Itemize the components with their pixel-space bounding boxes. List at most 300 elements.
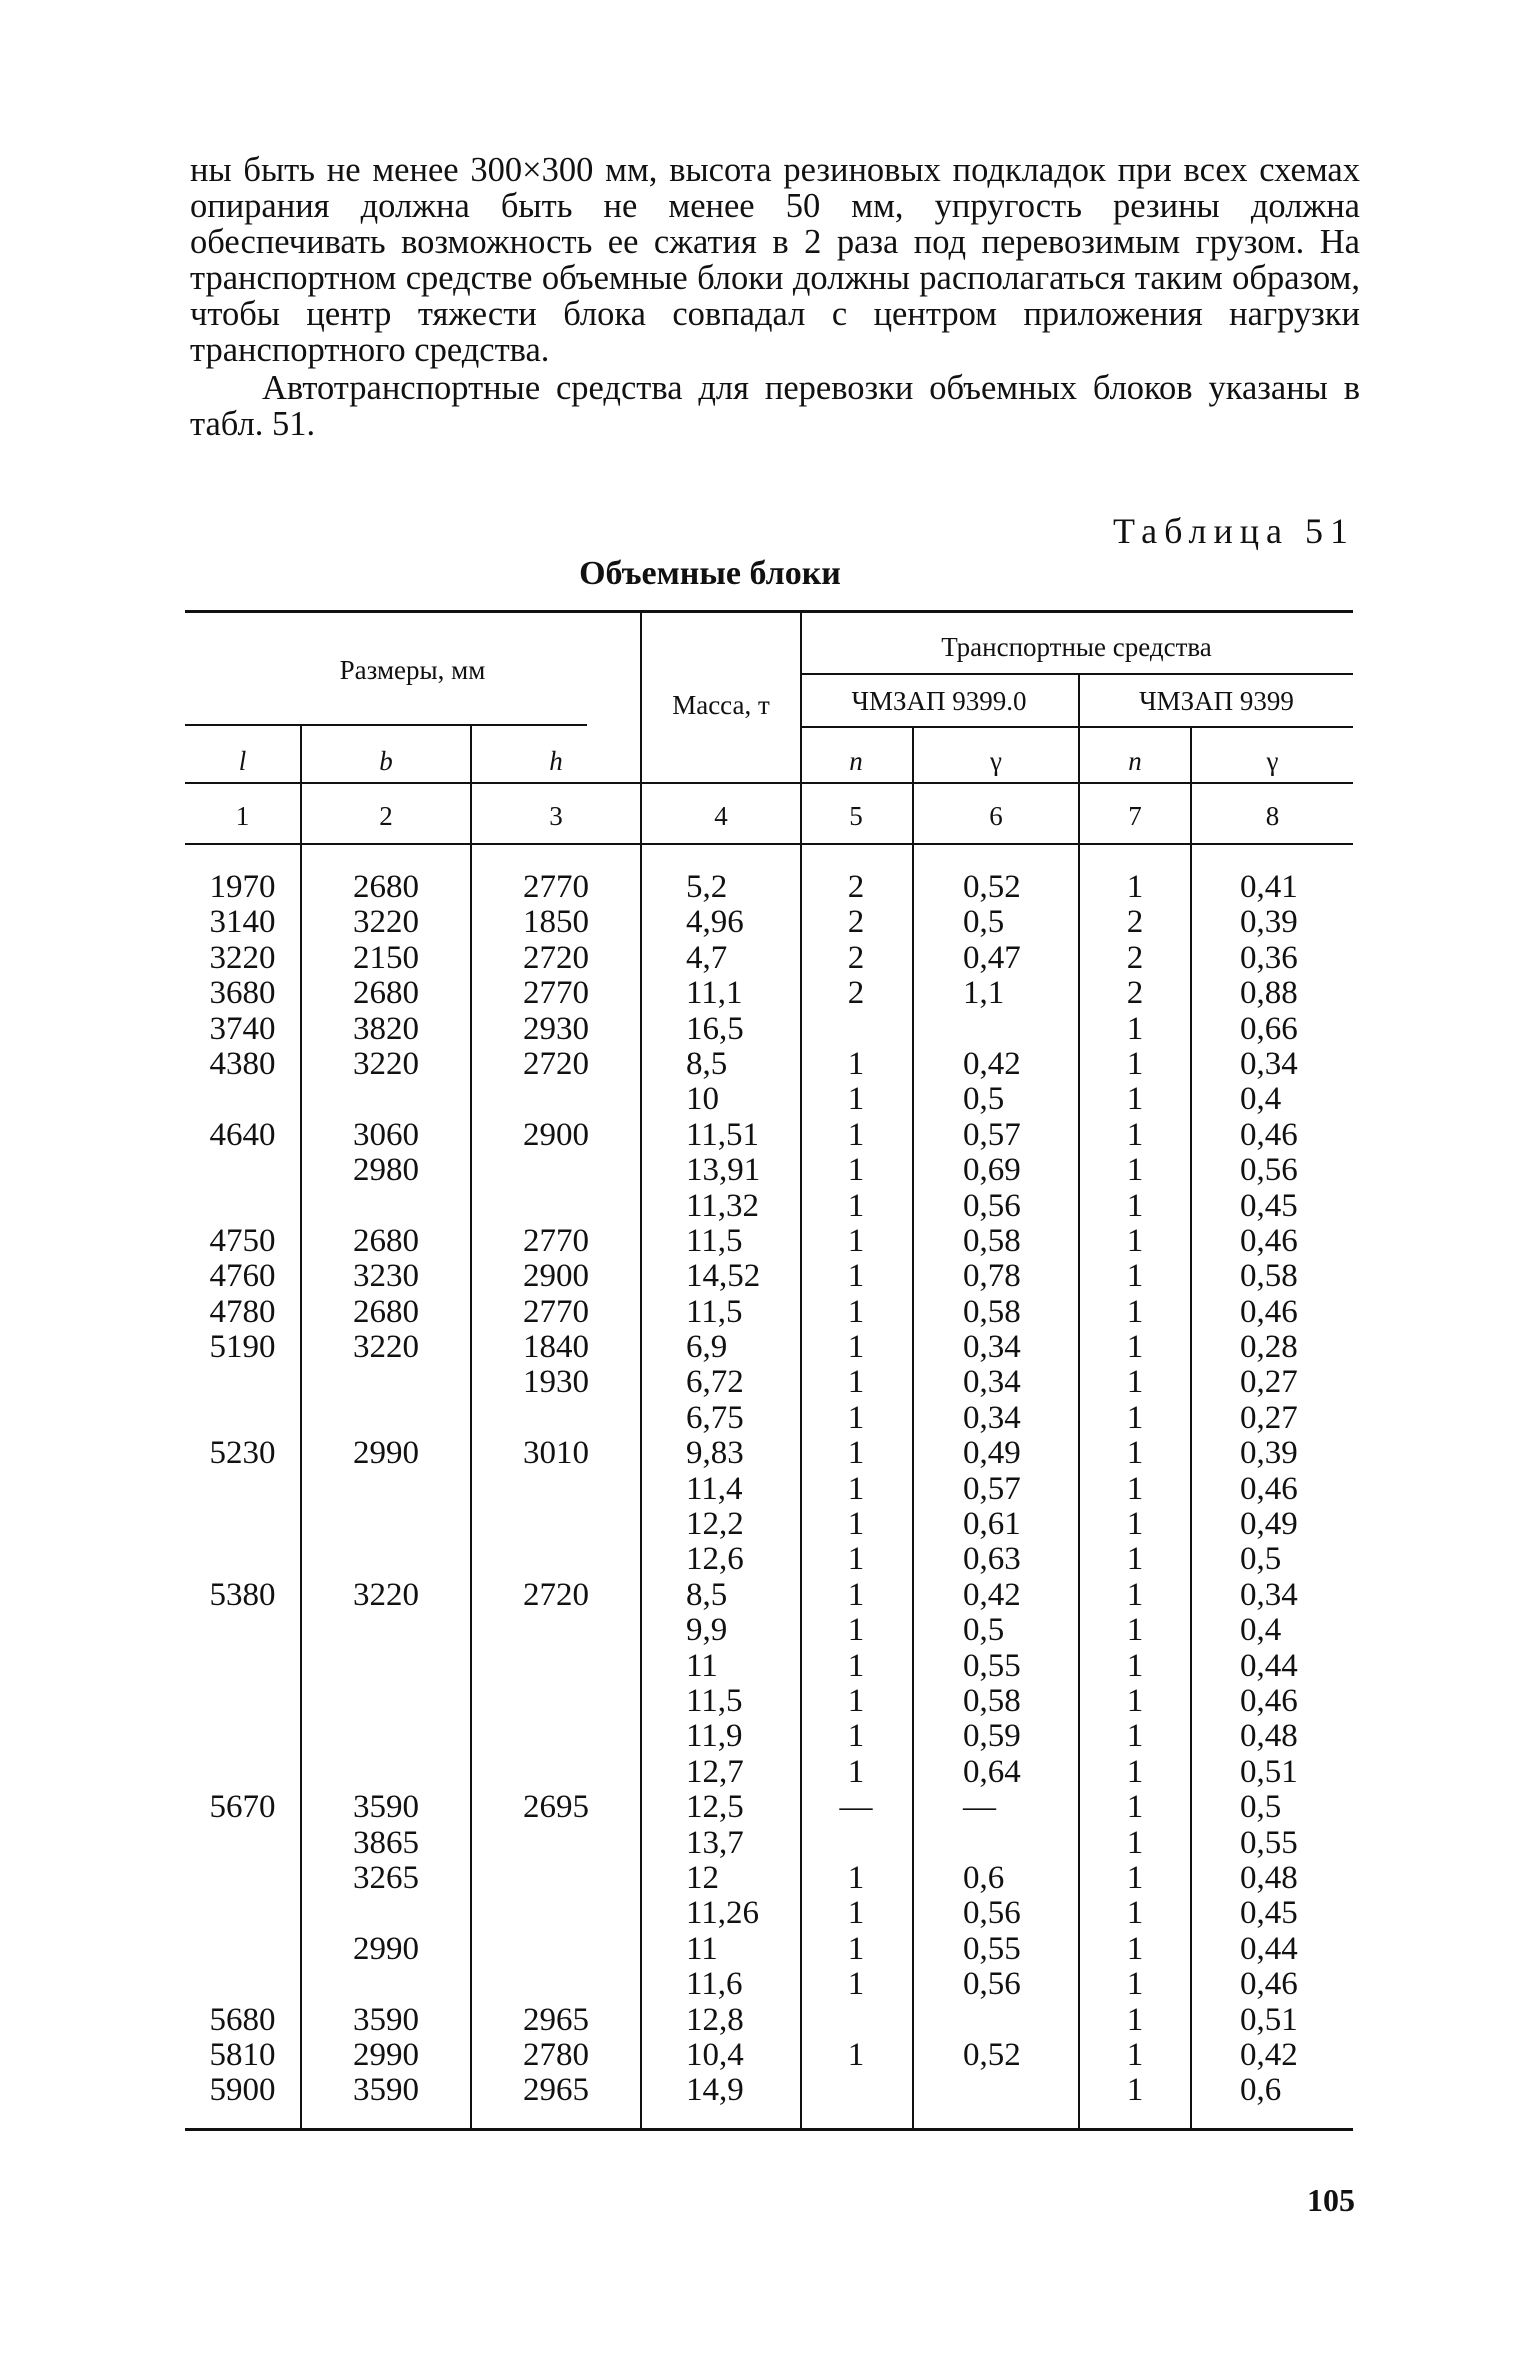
table-cell-b: 3220 xyxy=(353,1045,419,1082)
header-n-2: n xyxy=(1128,746,1142,776)
table-cell-g1: 0,63 xyxy=(963,1541,1021,1578)
header-n-1: n xyxy=(849,746,863,776)
table-cell-n2: 1 xyxy=(1126,1293,1144,1330)
table-cell-n1: 2 xyxy=(847,869,865,905)
table-cell-l: 5670 xyxy=(209,1789,276,1826)
table-cell-l xyxy=(185,1153,300,1188)
table-cell-g1: 0,42 xyxy=(963,1045,1021,1082)
table-cell-n1: 1 xyxy=(847,1576,865,1613)
table-cell-g2: 0,49 xyxy=(1240,1506,1298,1543)
table-cell-g1: 0,58 xyxy=(963,1293,1021,1330)
table-cell-h: 2770 xyxy=(523,1293,589,1330)
table-cell-n1: 1 xyxy=(847,1859,865,1896)
table-cell-n2: 1 xyxy=(1126,869,1144,905)
table-cell-n2: 1 xyxy=(1126,1045,1144,1082)
table-cell-mass: 14,52 xyxy=(686,1258,761,1295)
table-cell-l xyxy=(185,1189,300,1224)
table-cell-h xyxy=(472,1082,640,1117)
column-number-7: 7 xyxy=(1128,801,1142,831)
table-cell-n1: 1 xyxy=(847,1187,865,1224)
table-cell-b: 3820 xyxy=(353,1010,419,1047)
table-cell-mass: 12,5 xyxy=(686,1789,744,1826)
table-cell-h xyxy=(472,1932,640,1967)
table-cell-g1: 0,64 xyxy=(963,1753,1021,1790)
table-cell-b: 3265 xyxy=(353,1859,419,1896)
vline-n1-g1 xyxy=(912,728,914,2128)
table-cell-l: 5380 xyxy=(209,1576,276,1613)
table-cell-b: 3230 xyxy=(353,1258,419,1295)
table-cell-l xyxy=(185,1649,300,1684)
table-cell-n2: 2 xyxy=(1126,904,1144,941)
paragraph-continuation: ны быть не менее 300×300 мм, высота резиновых подкладок при всех схемах опирания должна быть не менее 50 мм, упругость резины должна обеспечивать возможность ее сжатия в 2 раза под перевозимым грузом. На транспортном средстве объемные блоки должны располагаться таким образом, чтобы центр тяжести блока совпадал с центром приложения нагрузки транспортного средства. xyxy=(190,151,1360,369)
table-cell-mass: 13,91 xyxy=(686,1152,761,1189)
table-cell-g2: 0,5 xyxy=(1240,1789,1282,1826)
table-cell-n2: 1 xyxy=(1126,1116,1144,1153)
table-cell-l: 4780 xyxy=(209,1293,276,1330)
table-cell-g2: 0,42 xyxy=(1240,2036,1298,2073)
table-cell-n2: 1 xyxy=(1126,1612,1144,1649)
header-gamma-1: γ xyxy=(990,746,1002,776)
table-cell-l xyxy=(185,1755,300,1790)
table-cell-n1: 1 xyxy=(847,1399,865,1436)
table-cell-n2: 1 xyxy=(1126,1789,1144,1826)
table-cell-l xyxy=(185,1472,300,1507)
table-cell-l xyxy=(185,1967,300,2002)
column-number-6: 6 xyxy=(989,801,1003,831)
table-cell-n1: 1 xyxy=(847,1222,865,1259)
table-cell-g1: 0,61 xyxy=(963,1506,1021,1543)
table-cell-mass: 10 xyxy=(686,1081,719,1118)
table-cell-n1: 2 xyxy=(847,939,865,976)
table-cell-n2: 1 xyxy=(1126,1682,1144,1719)
table-cell-mass: 11,5 xyxy=(686,1222,743,1259)
table-cell-b: 3220 xyxy=(353,1329,419,1366)
table-cell-h: 1840 xyxy=(523,1329,589,1366)
table-cell-g1: 0,57 xyxy=(963,1470,1021,1507)
table-cell-g2: 0,51 xyxy=(1240,2001,1298,2038)
table-cell-n1: 1 xyxy=(847,1152,865,1189)
table-cell-g1: 0,49 xyxy=(963,1435,1021,1472)
table-top-rule xyxy=(185,610,1353,613)
table-cell-mass: 11,26 xyxy=(686,1895,760,1932)
table-cell-g2: 0,39 xyxy=(1240,1435,1298,1472)
table-bottom-rule xyxy=(185,2128,1353,2131)
table-cell-b xyxy=(302,1896,470,1931)
table-cell-mass: 11,9 xyxy=(686,1718,743,1755)
table-cell-b xyxy=(302,1542,470,1577)
table-cell-g2: 0,46 xyxy=(1240,1116,1298,1153)
table-cell-b: 2150 xyxy=(353,939,419,976)
table-cell-g1 xyxy=(963,1826,1075,1861)
column-b-values xyxy=(302,870,470,2109)
table-cell-mass: 9,9 xyxy=(686,1612,728,1649)
table-cell-g2: 0,55 xyxy=(1240,1824,1298,1861)
table-cell-b xyxy=(302,1189,470,1224)
table-cell-n2: 1 xyxy=(1126,1435,1144,1472)
table-cell-mass: 8,5 xyxy=(686,1045,728,1082)
table-cell-g1 xyxy=(963,2003,1075,2038)
table-cell-n2: 1 xyxy=(1126,1506,1144,1543)
table-cell-n1: 1 xyxy=(847,1966,865,2003)
column-n1-values xyxy=(800,870,912,2109)
table-cell-n2: 1 xyxy=(1126,1859,1144,1896)
table-cell-l: 4750 xyxy=(209,1222,276,1259)
table-cell-mass: 12,2 xyxy=(686,1506,744,1543)
table-cell-l xyxy=(185,1365,300,1400)
table-cell-h xyxy=(472,1896,640,1931)
table-cell-mass: 5,2 xyxy=(686,869,728,905)
table-cell-g2: 0,28 xyxy=(1240,1329,1298,1366)
table-cell-mass: 11,6 xyxy=(686,1966,743,2003)
table-cell-g1: 0,78 xyxy=(963,1258,1021,1295)
table-cell-l xyxy=(185,1684,300,1719)
table-cell-g2: 0,48 xyxy=(1240,1718,1298,1755)
table-cell-h: 2900 xyxy=(523,1258,589,1295)
table-cell-l: 5810 xyxy=(209,2036,276,2073)
table-cell-n2: 1 xyxy=(1126,1470,1144,1507)
table-cell-h xyxy=(472,1826,640,1861)
table-cell-h: 2965 xyxy=(523,2072,589,2109)
table-cell-b xyxy=(302,1472,470,1507)
table-cell-l: 3220 xyxy=(209,939,276,976)
table-cell-mass: 4,7 xyxy=(686,939,728,976)
table-cell-n2: 1 xyxy=(1126,1010,1144,1047)
table-cell-g2: 0,27 xyxy=(1240,1364,1298,1401)
table-cell-n1: 1 xyxy=(847,1930,865,1967)
vline-n2-g2 xyxy=(1190,728,1192,2128)
table-cell-b: 2990 xyxy=(353,1930,419,1967)
table-cell-b xyxy=(302,1719,470,1754)
table-cell-b xyxy=(302,1613,470,1648)
table-cell-n1 xyxy=(800,1826,912,1861)
table-cell-n2: 1 xyxy=(1126,2072,1144,2109)
column-number-5: 5 xyxy=(849,801,863,831)
table-cell-b xyxy=(302,1401,470,1436)
table-cell-g2: 0,46 xyxy=(1240,1966,1298,2003)
table-cell-g1: 0,56 xyxy=(963,1895,1021,1932)
table-cell-g2: 0,45 xyxy=(1240,1187,1298,1224)
table-cell-b: 3220 xyxy=(353,904,419,941)
table-cell-l xyxy=(185,1507,300,1542)
table-cell-n2: 2 xyxy=(1126,939,1144,976)
table-cell-l xyxy=(185,1082,300,1117)
table-title: Объемные блоки xyxy=(579,555,841,592)
header-dimensions: Размеры, мм xyxy=(339,655,486,685)
table-cell-n1: 1 xyxy=(847,2036,865,2073)
rule-under-vehicles xyxy=(800,726,1353,728)
table-cell-mass: 8,5 xyxy=(686,1576,728,1613)
table-cell-g2: 0,46 xyxy=(1240,1470,1298,1507)
table-cell-n2: 1 xyxy=(1126,1187,1144,1224)
table-cell-g1: 0,57 xyxy=(963,1116,1021,1153)
table-cell-mass: 12,6 xyxy=(686,1541,744,1578)
column-mass-values xyxy=(686,870,798,2109)
table-cell-h xyxy=(472,1649,640,1684)
header-vehicle-2: ЧМЗАП 9399 xyxy=(1139,686,1294,716)
table-cell-n1: 1 xyxy=(847,1116,865,1153)
table-cell-n1: 1 xyxy=(847,1718,865,1755)
table-cell-l xyxy=(185,1613,300,1648)
column-number-3: 3 xyxy=(549,801,563,831)
table-cell-n1: 1 xyxy=(847,1506,865,1543)
table-cell-l: 4640 xyxy=(209,1116,276,1153)
table-cell-n1: 1 xyxy=(847,1541,865,1578)
header-h: h xyxy=(549,746,563,776)
table-cell-mass: 11,1 xyxy=(686,975,743,1012)
table-cell-mass: 11,4 xyxy=(686,1470,743,1507)
header-mass: Масса, т xyxy=(672,690,770,720)
table-cell-b xyxy=(302,1365,470,1400)
table-cell-n2: 1 xyxy=(1126,1895,1144,1932)
table-cell-b: 2680 xyxy=(353,1293,419,1330)
table-cell-mass: 11 xyxy=(686,1930,718,1967)
table-cell-g2: 0,34 xyxy=(1240,1045,1298,1082)
table-cell-b: 2680 xyxy=(353,975,419,1012)
table-cell-b: 3590 xyxy=(353,2001,419,2038)
table-cell-n2: 2 xyxy=(1126,975,1144,1012)
column-gamma1-values xyxy=(963,870,1075,2109)
table-cell-l xyxy=(185,1542,300,1577)
table-cell-h: 2770 xyxy=(523,975,589,1012)
table-cell-n1: 1 xyxy=(847,1081,865,1118)
table-cell-g1 xyxy=(963,2073,1075,2108)
table-cell-n1 xyxy=(800,1012,912,1047)
table-cell-g1: 0,34 xyxy=(963,1364,1021,1401)
table-cell-h: 2770 xyxy=(523,1222,589,1259)
table-cell-l: 5230 xyxy=(209,1435,276,1472)
rule-under-dimensions xyxy=(185,724,587,726)
column-n2-values xyxy=(1080,870,1190,2109)
table-cell-n2: 1 xyxy=(1126,1966,1144,2003)
table-cell-mass: 11,5 xyxy=(686,1682,743,1719)
header-gamma-2: γ xyxy=(1266,746,1279,776)
table-cell-g2: 0,44 xyxy=(1240,1647,1298,1684)
column-number-8: 8 xyxy=(1265,801,1280,831)
table-cell-g2: 0,41 xyxy=(1240,869,1298,905)
table-cell-g1: 0,69 xyxy=(963,1152,1021,1189)
table-cell-g2: 0,39 xyxy=(1240,904,1298,941)
table-cell-g2: 0,46 xyxy=(1240,1222,1298,1259)
table-cell-g1: 0,55 xyxy=(963,1930,1021,1967)
table-cell-g1: 0,47 xyxy=(963,939,1021,976)
table-cell-b: 3865 xyxy=(353,1824,419,1861)
rule-under-transport xyxy=(800,673,1353,675)
table-cell-h: 2930 xyxy=(523,1010,589,1047)
table-cell-h xyxy=(472,1861,640,1896)
table-cell-g2: 0,45 xyxy=(1240,1895,1298,1932)
table-cell-l: 5190 xyxy=(209,1329,276,1366)
table-cell-mass: 9,83 xyxy=(686,1435,744,1472)
table-cell-g1: 0,52 xyxy=(963,2036,1021,2073)
table-cell-mass: 11 xyxy=(686,1647,718,1684)
table-cell-n1: 1 xyxy=(847,1753,865,1790)
table-cell-g1: 0,52 xyxy=(963,869,1021,905)
table-cell-n2: 1 xyxy=(1126,1930,1144,1967)
table-cell-g2: 0,58 xyxy=(1240,1258,1298,1295)
table-cell-b: 2680 xyxy=(353,869,419,905)
column-number-2: 2 xyxy=(379,801,393,831)
table-cell-l: 4760 xyxy=(209,1258,276,1295)
table-cell-g1: 0,56 xyxy=(963,1187,1021,1224)
table-cell-h: 2770 xyxy=(523,869,589,905)
table-cell-n2: 1 xyxy=(1126,1753,1144,1790)
table-cell-n1: 1 xyxy=(847,1682,865,1719)
table-cell-n1: 1 xyxy=(847,1435,865,1472)
table-cell-n1: 1 xyxy=(847,1895,865,1932)
table-cell-g2: 0,36 xyxy=(1240,939,1298,976)
table-cell-n2: 1 xyxy=(1126,1647,1144,1684)
table-cell-n2: 1 xyxy=(1126,1541,1144,1578)
table-cell-h xyxy=(472,1719,640,1754)
table-cell-g2: 0,46 xyxy=(1240,1293,1298,1330)
table-cell-h xyxy=(472,1967,640,2002)
table-cell-mass: 14,9 xyxy=(686,2072,744,2109)
table-cell-b: 3060 xyxy=(353,1116,419,1153)
table-cell-h xyxy=(472,1153,640,1188)
table-number: Таблица 51 xyxy=(1113,511,1355,551)
table-cell-n2: 1 xyxy=(1126,1222,1144,1259)
table-cell-n1: 1 xyxy=(847,1647,865,1684)
table-cell-n1 xyxy=(800,2003,912,2038)
table-cell-b xyxy=(302,1649,470,1684)
table-cell-g1: — xyxy=(963,1789,996,1826)
table-cell-l: 3140 xyxy=(209,904,276,941)
table-cell-n1: 1 xyxy=(847,1329,865,1366)
column-l-values xyxy=(185,870,300,2109)
table-cell-n2: 1 xyxy=(1126,1081,1144,1118)
table-cell-l xyxy=(185,1401,300,1436)
table-cell-n1: 1 xyxy=(847,1364,865,1401)
rule-under-symbols xyxy=(185,782,1353,784)
table-cell-mass: 11,51 xyxy=(686,1116,760,1153)
table-cell-h xyxy=(472,1189,640,1224)
paragraph-reference: Автотранспортные средства для перевозки объемных блоков указаны в табл. 51. xyxy=(190,369,1360,443)
table-cell-g2: 0,48 xyxy=(1240,1859,1298,1896)
table-cell-h: 1850 xyxy=(523,904,589,941)
table-cell-g2: 0,5 xyxy=(1240,1541,1282,1578)
table-cell-mass: 13,7 xyxy=(686,1824,744,1861)
table-cell-b xyxy=(302,1507,470,1542)
table-cell-l: 1970 xyxy=(209,869,276,905)
table-cell-g1: 0,5 xyxy=(963,1612,1005,1649)
table-cell-g1: 0,5 xyxy=(963,1081,1005,1118)
table-cell-n1: — xyxy=(839,1789,873,1826)
table-cell-mass: 10,4 xyxy=(686,2036,744,2073)
table-cell-n2: 1 xyxy=(1126,1152,1144,1189)
table-cell-n2: 1 xyxy=(1126,1718,1144,1755)
table-cell-b: 2990 xyxy=(353,1435,419,1472)
table-cell-n2: 1 xyxy=(1126,1399,1144,1436)
table-cell-g2: 0,51 xyxy=(1240,1753,1298,1790)
column-gamma2-values xyxy=(1240,870,1350,2109)
table-cell-g1: 0,55 xyxy=(963,1647,1021,1684)
table-cell-n2: 1 xyxy=(1126,1364,1144,1401)
table-cell-h: 1930 xyxy=(523,1364,589,1401)
table-cell-h: 2695 xyxy=(523,1789,589,1826)
table-cell-mass: 4,96 xyxy=(686,904,744,941)
table-cell-g1: 0,34 xyxy=(963,1399,1021,1436)
table-cell-b xyxy=(302,1082,470,1117)
table-cell-h xyxy=(472,1613,640,1648)
table-cell-h: 3010 xyxy=(523,1435,589,1472)
table-cell-n1: 1 xyxy=(847,1293,865,1330)
table-cell-mass: 12 xyxy=(686,1859,719,1896)
table-cell-n2: 1 xyxy=(1126,2036,1144,2073)
table-cell-h xyxy=(472,1542,640,1577)
table-cell-g1 xyxy=(963,1012,1075,1047)
table-cell-mass: 12,7 xyxy=(686,1753,744,1790)
table-cell-g1: 0,58 xyxy=(963,1682,1021,1719)
table-cell-g2: 0,44 xyxy=(1240,1930,1298,1967)
table-cell-n2: 1 xyxy=(1126,1576,1144,1613)
table-cell-b: 3220 xyxy=(353,1576,419,1613)
table-cell-h xyxy=(472,1472,640,1507)
page-number: 105 xyxy=(1307,2182,1355,2218)
vline-h-mass xyxy=(640,613,642,2128)
table-cell-n1: 1 xyxy=(847,1045,865,1082)
table-cell-l: 3680 xyxy=(209,975,276,1012)
table-cell-g2: 0,88 xyxy=(1240,975,1298,1012)
table-cell-b: 3590 xyxy=(353,1789,419,1826)
table-cell-l: 4380 xyxy=(209,1045,276,1082)
table-cell-l: 5900 xyxy=(209,2072,276,2109)
table-cell-g2: 0,6 xyxy=(1240,2072,1282,2109)
table-cell-l xyxy=(185,1826,300,1861)
table-cell-mass: 6,9 xyxy=(686,1329,728,1366)
table-cell-h xyxy=(472,1755,640,1790)
table-cell-n2: 1 xyxy=(1126,1329,1144,1366)
table-cell-g1: 1,1 xyxy=(963,975,1005,1012)
header-b: b xyxy=(379,746,393,776)
table-cell-g1: 0,6 xyxy=(963,1859,1005,1896)
table-cell-g2: 0,56 xyxy=(1240,1152,1298,1189)
table-cell-n1: 2 xyxy=(847,975,865,1012)
table-cell-h: 2720 xyxy=(523,1045,589,1082)
table-cell-h: 2720 xyxy=(523,939,589,976)
table-cell-b xyxy=(302,1684,470,1719)
table-cell-g1: 0,34 xyxy=(963,1329,1021,1366)
table-cell-b: 3590 xyxy=(353,2072,419,2109)
table-cell-l xyxy=(185,1861,300,1896)
header-vehicle-1: ЧМЗАП 9399.0 xyxy=(851,686,1027,716)
table-cell-n1: 1 xyxy=(847,1258,865,1295)
table-cell-l xyxy=(185,1896,300,1931)
table-cell-mass: 11,5 xyxy=(686,1293,743,1330)
table-cell-g2: 0,4 xyxy=(1240,1081,1282,1118)
table-cell-h xyxy=(472,1401,640,1436)
table-cell-mass: 11,32 xyxy=(686,1187,760,1224)
column-number-1: 1 xyxy=(235,801,250,831)
table-cell-mass: 16,5 xyxy=(686,1010,744,1047)
column-number-4: 4 xyxy=(714,801,728,831)
table-cell-n2: 1 xyxy=(1126,1258,1144,1295)
column-h-values xyxy=(472,870,640,2109)
table-cell-n1: 1 xyxy=(847,1612,865,1649)
header-l: l xyxy=(238,746,247,776)
table-cell-n1: 1 xyxy=(847,1470,865,1507)
table-cell-l: 3740 xyxy=(209,1010,276,1047)
table-cell-n2: 1 xyxy=(1126,2001,1144,2038)
table-cell-mass: 6,75 xyxy=(686,1399,744,1436)
table-cell-h: 2780 xyxy=(523,2036,589,2073)
table-cell-n2: 1 xyxy=(1126,1824,1144,1861)
table-cell-h xyxy=(472,1507,640,1542)
table-cell-b: 2980 xyxy=(353,1152,419,1189)
header-transport: Транспортные средства xyxy=(941,632,1212,662)
table-cell-mass: 12,8 xyxy=(686,2001,744,2038)
table-cell-b: 2990 xyxy=(353,2036,419,2073)
table-cell-g1: 0,59 xyxy=(963,1718,1021,1755)
